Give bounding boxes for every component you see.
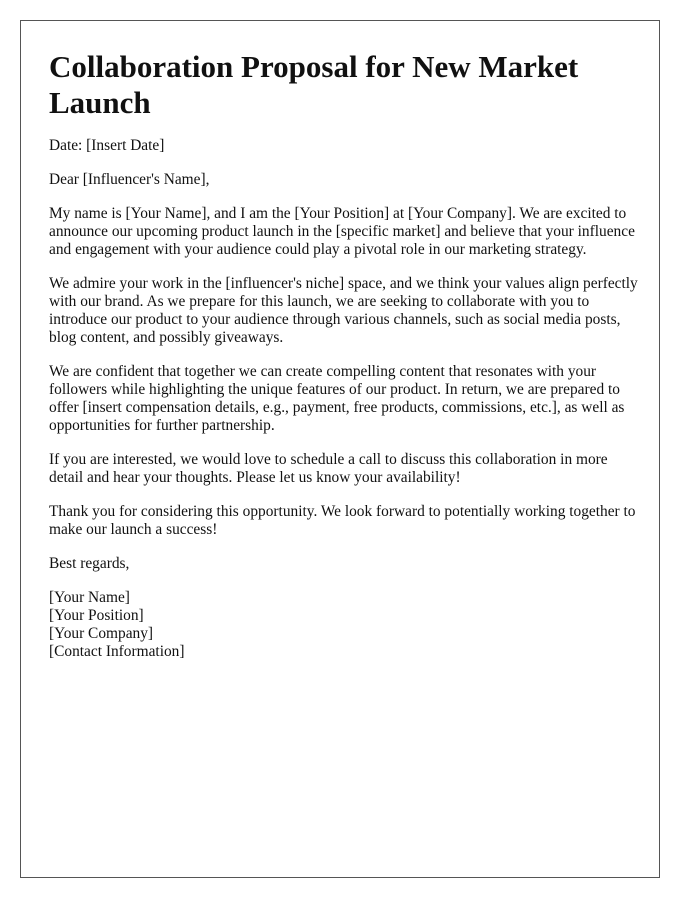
body-paragraph-compensation: We are confident that together we can create compelling content that resonates with your followers while highlighting the unique features of our product. In return, we are prepared to offer [insert compensation details, e.g., payment, free products, commissions, etc.], as well as opportunities for further partnership. bbox=[49, 363, 625, 434]
letter-page bbox=[20, 20, 660, 878]
signature-block bbox=[49, 589, 639, 661]
body-paragraph-thanks: Thank you for considering this opportunity. We look forward to potentially working together to make our launch a success! bbox=[49, 503, 636, 538]
letter-title: Collaboration Proposal for New Market Launch bbox=[49, 49, 579, 120]
body-paragraph-intro: My name is [Your Name], and I am the [Your Position] at [Your Company]. We are excited to announce our upcoming product launch in the [specific market] and believe that your influence and engagement with your audience could play a pivotal role in our marketing strategy. bbox=[49, 205, 635, 258]
signature-position: [Your Position] bbox=[49, 607, 144, 624]
body-paragraph-collaboration: We admire your work in the [influencer's niche] space, and we think your values align perfectly with our brand. As we prepare for this launch, we are seeking to collaborate with you to introduce our product to your audience through various channels, such as social media posts, blog content, and possibly giveaways. bbox=[49, 275, 638, 346]
signature-company: [Your Company] bbox=[49, 625, 154, 642]
letter-date: Date: [Insert Date] bbox=[49, 137, 165, 154]
letter-closing: Best regards, bbox=[49, 555, 130, 572]
signature-contact: [Contact Information] bbox=[49, 643, 185, 660]
letter-content bbox=[49, 49, 639, 661]
body-paragraph-call-to-action: If you are interested, we would love to schedule a call to discuss this collaboration in more detail and hear your thoughts. Please let us know your availability! bbox=[49, 451, 608, 486]
signature-name: [Your Name] bbox=[49, 589, 130, 606]
letter-salutation: Dear [Influencer's Name], bbox=[49, 171, 210, 188]
